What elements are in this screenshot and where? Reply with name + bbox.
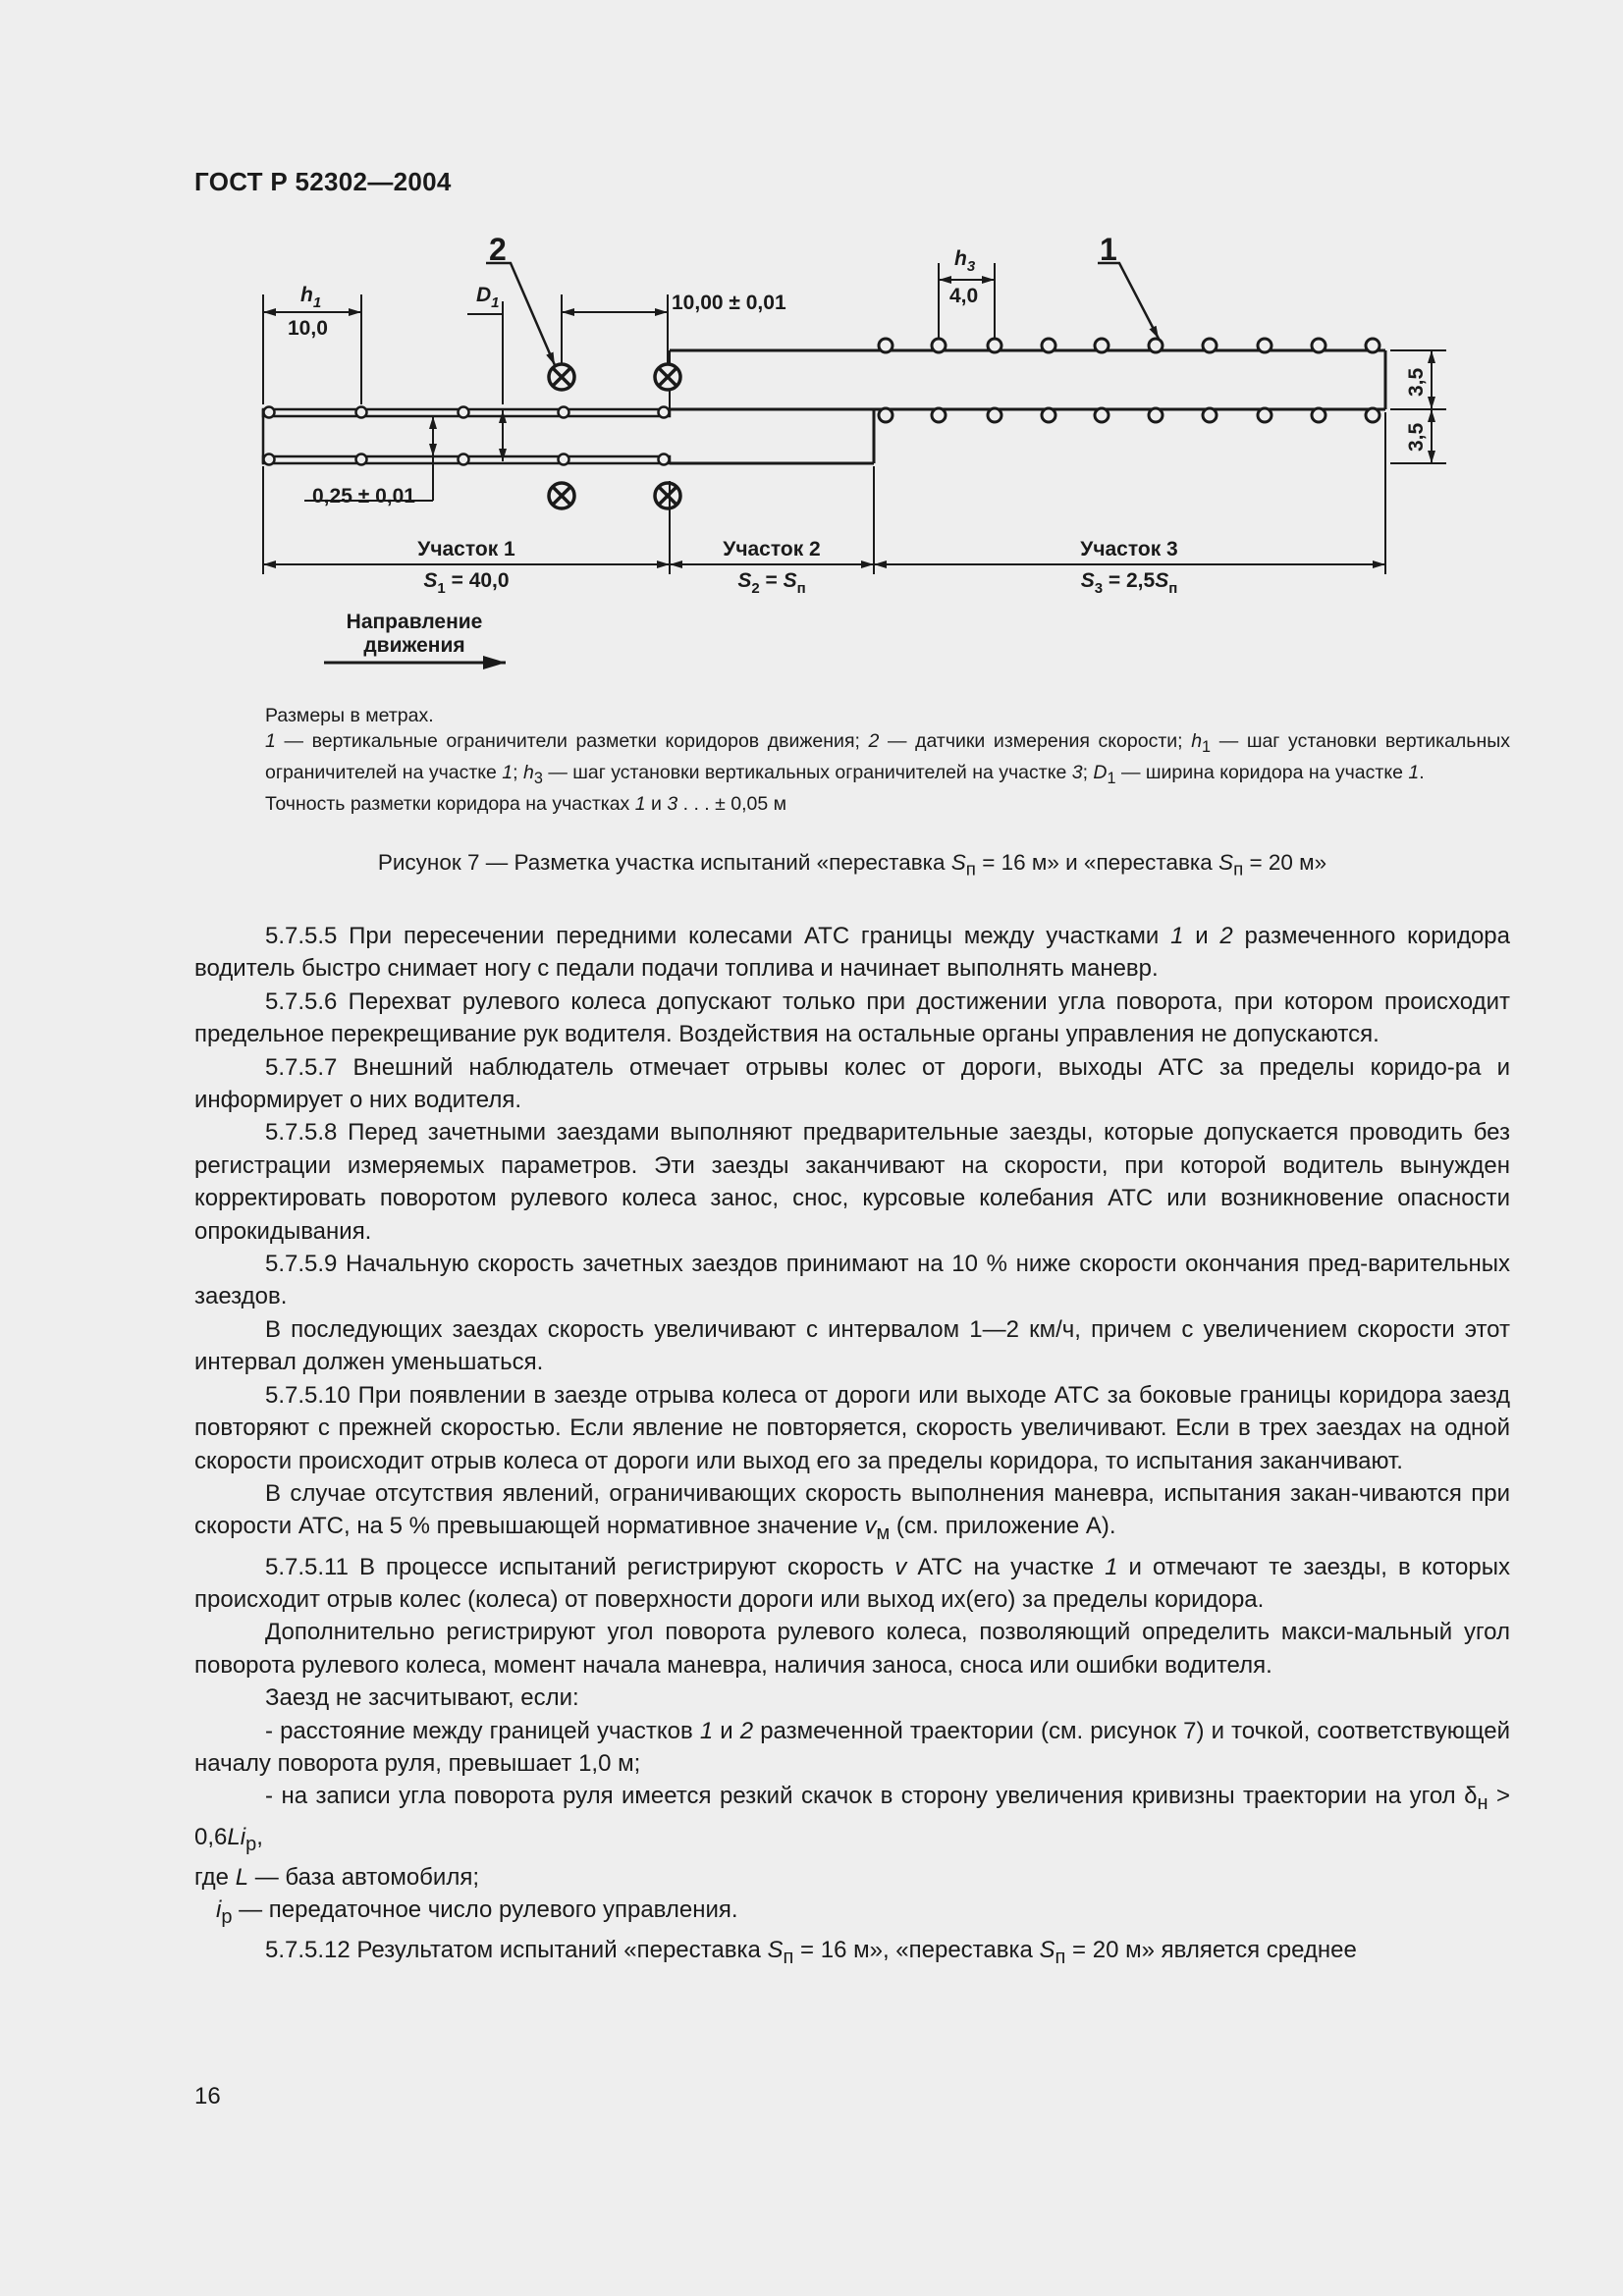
section-3-length: $S_3 = 2,5S_п$ (1080, 569, 1178, 597)
width-upper: 3,5 (1405, 367, 1428, 397)
section-2-length: $S_2 = S_п$ (737, 569, 806, 597)
direction-label-line2: движения (363, 634, 465, 657)
note-accuracy: Точность разметки коридора на участках 1 и 3 . . . ± 0,05 м (265, 792, 787, 815)
figure-notes (194, 703, 1510, 817)
paragraph-additional-registration: Дополнительно регистрируют угол поворота рулевого колеса, позволяющий определить макси-мальный угол поворота рулевого колеса, момент начала маневра, наличия заноса, сноса или ошибки водителя. (194, 1619, 1510, 1679)
h3-value: 4,0 (949, 285, 979, 307)
d1-symbol: $D_1$ (476, 284, 500, 311)
paragraph-test-end: В случае отсутствия явлений, ограничивающих скорость выполнения маневра, испытания закан-чиваются при скорости АТС, на 5 % превышающей нормативное значение $v_м$ (см. приложение А). (194, 1479, 1510, 1545)
note-legend: 1 — вертикальные ограничители разметки коридоров движения; 2 — датчики измерения скорости; $h_1$ — шаг установки вертикальных ограничителей на участке 1; $h_3$ — шаг установки вертикальных ограничителей на участке 3; $D_1$ — ширина коридора на участке 1. (265, 730, 1510, 787)
section-1-length: $S_1 = 40,0$ (423, 569, 510, 597)
h1-symbol: $h_1$ (300, 284, 322, 311)
speed-sensors (549, 364, 680, 508)
paragraph-5-7-5-11: 5.7.5.11 В процессе испытаний регистрируют скорость v АТС на участке 1 и отмечают те заезды, в которых происходит отрыв колес (колеса) от поверхности дороги или выход их(его) за пределы коридора. (194, 1553, 1510, 1613)
document-header: ГОСТ Р 52302—2004 (194, 167, 452, 196)
section-1-title: Участок 1 (417, 538, 515, 561)
paragraph-condition-distance: - расстояние между границей участков 1 и 2 размеченной траектории (см. рисунок 7) и точкой, соответствующей началу поворота руля, превышает 1,0 м; (194, 1717, 1510, 1777)
direction-label-line1: Направление (346, 611, 483, 633)
sensor-distance: 10,00 ± 0,01 (672, 292, 786, 314)
paragraph-5-7-5-10: 5.7.5.10 При появлении в заезде отрыва колеса от дороги или выходе АТС за боковые границы коридора заезд повторяют с прежней скоростью. Если явление не повторяется, скорость увеличивают. Если в трех заездах на одной скорости происходит отрыв колеса от дороги или выход его за пределы коридора, то испытания заканчивают. (194, 1381, 1510, 1474)
gap-width: 0,25 ± 0,01 (312, 485, 415, 507)
callout-1: 1 (1100, 232, 1117, 267)
paragraph-speed-interval: В последующих заездах скорость увеличивают с интервалом 1—2 км/ч, причем с увеличением скорости этот интервал должен уменьшаться. (194, 1315, 1510, 1376)
corridor-lines (263, 350, 1385, 463)
paragraph-where-L: где L — база автомобиля; (194, 1863, 479, 1891)
figure-7-diagram (0, 0, 1623, 687)
paragraph-where-ip: $i_р$ — передаточное число рулевого управления. (216, 1896, 738, 1928)
h3-symbol: $h_3$ (954, 247, 976, 275)
paragraph-5-7-5-7: 5.7.5.7 Внешний наблюдатель отмечает отрывы колес от дороги, выходы АТС за пределы коридо-ра и информирует о них водителя. (194, 1053, 1510, 1114)
section-3-title: Участок 3 (1080, 538, 1178, 561)
paragraph-run-not-counted: Заезд не засчитывают, если: (265, 1684, 579, 1712)
section-2-title: Участок 2 (723, 538, 821, 561)
paragraph-5-7-5-5: 5.7.5.5 При пересечении передними колесами АТС границы между участками 1 и 2 размеченного коридора водитель быстро снимает ногу с педали подачи топлива и начинает выполнять маневр. (194, 923, 1511, 983)
figure-caption: Рисунок 7 — Разметка участка испытаний «переставка $S_п = 16$ м» и «переставка $S_п = 20$ м» (377, 850, 1327, 880)
body-text (194, 920, 1510, 1975)
paragraph-5-7-5-12: 5.7.5.12 Результатом испытаний «переставка $S_п = 16$ м», «переставка $S_п = 20$ м» является среднее (265, 1937, 1357, 1969)
paragraph-5-7-5-8: 5.7.5.8 Перед зачетными заездами выполняют предварительные заезды, которые допускается проводить без регистрации измеряемых параметров. Эти заезды заканчивают на скорости, при которой водитель вынужден корректировать поворотом рулевого колеса занос, снос, курсовые колебания АТС или возникновение опасности опрокидывания. (194, 1119, 1510, 1245)
page-number: 16 (194, 2083, 221, 2109)
width-lower: 3,5 (1405, 422, 1428, 452)
paragraph-5-7-5-9: 5.7.5.9 Начальную скорость зачетных заездов принимают на 10 % ниже скорости окончания пред-варительных заездов. (194, 1251, 1510, 1310)
callout-2: 2 (489, 232, 507, 267)
note-units: Размеры в метрах. (265, 705, 434, 726)
paragraph-condition-jump: - на записи угла поворота руля имеется резкий скачок в сторону увеличения кривизны траектории на угол $\delta_н > 0,6Li_р$, (194, 1783, 1511, 1855)
paragraph-5-7-5-6: 5.7.5.6 Перехват рулевого колеса допускают только при достижении угла поворота, при котором происходит предельное перекрещивание рук водителя. Воздействия на остальные органы управления не допускаются. (194, 988, 1510, 1048)
h1-value: 10,0 (288, 317, 328, 340)
